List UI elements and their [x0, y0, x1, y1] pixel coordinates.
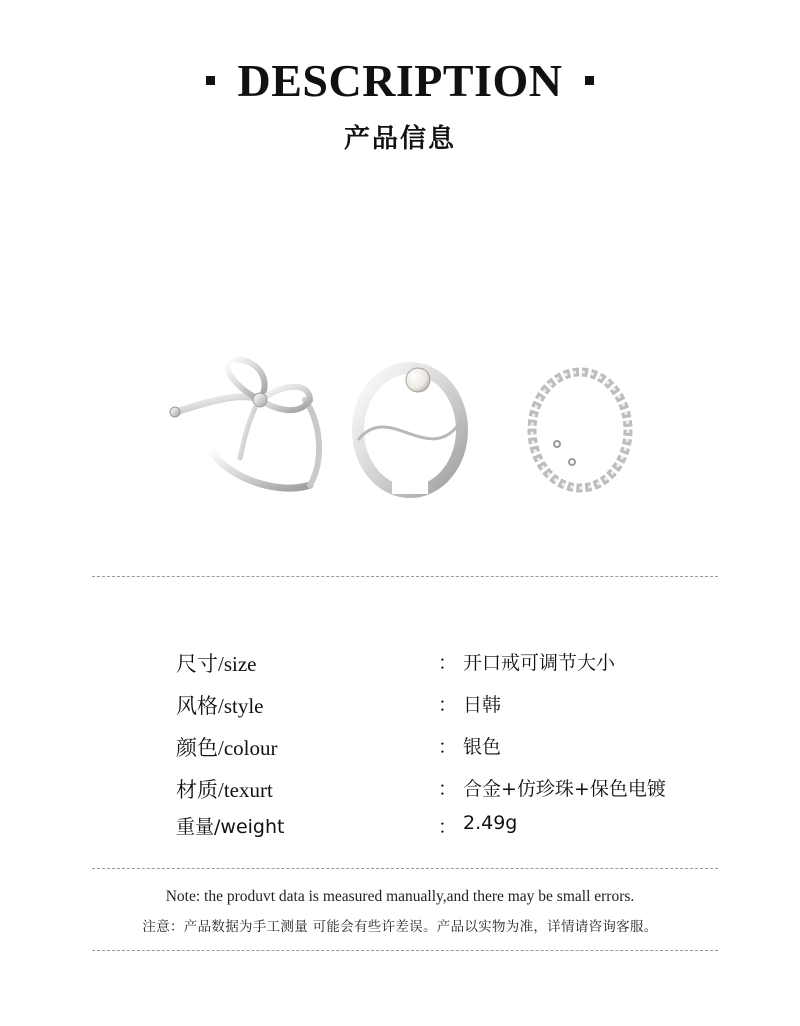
spec-value: 银色 — [463, 736, 502, 758]
title-row — [0, 52, 800, 108]
spec-row-style — [0, 690, 800, 720]
title-left-dot — [206, 76, 215, 85]
note-chinese: 注意：产品数据为手工测量 可能会有些许差误。产品以实物为准，详情请咨询客服。 — [142, 919, 658, 935]
title-right-dot — [585, 76, 594, 85]
spec-colon: ： — [438, 652, 458, 674]
spec-value: 合金+仿珍珠+保色电镀 — [463, 778, 666, 800]
spec-row-texture — [0, 774, 800, 804]
spec-row-weight — [0, 812, 800, 842]
spec-value: 日韩 — [463, 694, 502, 716]
pearl-ring — [358, 368, 462, 494]
chain-ring — [532, 372, 628, 488]
spec-colon: ： — [438, 778, 458, 800]
spec-label: 尺寸/size — [176, 652, 257, 676]
spec-colon: ： — [438, 816, 458, 838]
three-silver-rings-image — [160, 340, 640, 510]
spec-row-colour — [0, 732, 800, 762]
divider-bottom — [92, 950, 718, 951]
spec-label: 材质/texurt — [176, 778, 273, 802]
spec-colon: ： — [438, 694, 458, 716]
spec-label: 风格/style — [176, 694, 264, 718]
spec-row-size — [0, 648, 800, 678]
note-english: Note: the produvt data is measured manually,and there may be small errors. — [165, 888, 635, 905]
divider-top — [92, 576, 718, 577]
page-title: DESCRIPTION — [237, 54, 563, 106]
spec-value: 开口戒可调节大小 — [463, 652, 616, 674]
bow-ring — [170, 359, 319, 488]
spec-colon: ： — [438, 736, 458, 758]
divider-middle — [92, 868, 718, 869]
spec-label: 重量/weight — [176, 816, 285, 838]
spec-label: 颜色/colour — [176, 736, 278, 760]
page-subtitle: 产品信息 — [343, 124, 456, 154]
spec-value: 2.49g — [463, 812, 518, 834]
